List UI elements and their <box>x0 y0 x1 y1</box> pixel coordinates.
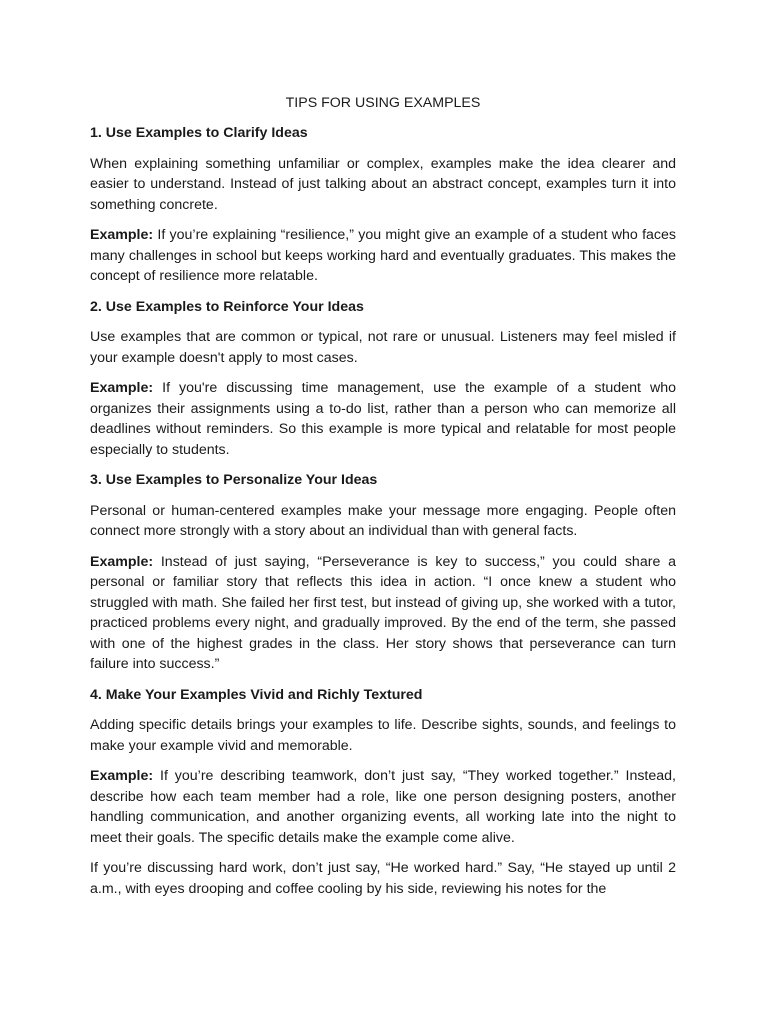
section-heading-4: 4. Make Your Examples Vivid and Richly Textured <box>90 686 423 703</box>
section-heading-1: 1. Use Examples to Clarify Ideas <box>90 125 308 141</box>
example-label: Example: <box>90 768 154 784</box>
section-body-2: Use examples that are common or typical, not rare or unusual. Listeners may feel misled if your example doesn't apply to most cases. <box>90 329 676 366</box>
example-label: Example: <box>90 553 154 570</box>
example-text: Instead of just saying, “Perseverance is key to success,” you could share a personal or familiar story that reflects this idea in action. “I once knew a student who struggled with math. She failed her first test, but instead of giving up, she worked with a tutor, practiced problems every night, and gradually improved. By the end of the term, she passed with one of the highest grades in the class. Her story shows that perseverance can turn failure into success.” <box>90 553 676 672</box>
section-example-3 <box>90 552 676 675</box>
section-extra-4: If you’re discussing hard work, don’t just say, “He worked hard.” Say, “He stayed up until 2 a.m., with eyes drooping and coffee cooling by his side, reviewing his notes for the <box>90 860 676 897</box>
example-label: Example: <box>90 227 154 243</box>
example-text: If you're discussing time management, use the example of a student who organizes their assignments using a to-do list, rather than a person who can memorize all deadlines without reminders. So this example is more typical and relatable for most people especially to students. <box>90 380 676 458</box>
example-label: Example: <box>90 380 154 396</box>
section-example-2 <box>90 378 676 460</box>
document-title: TIPS FOR USING EXAMPLES <box>285 95 481 111</box>
section-body-4: Adding specific details brings your examples to life. Describe sights, sounds, and feelings to make your example vivid and memorable. <box>90 717 676 754</box>
document-page <box>90 93 676 909</box>
section-example-1 <box>90 225 676 287</box>
section-body-1: When explaining something unfamiliar or complex, examples make the idea clearer and easier to understand. Instead of just talking about an abstract concept, examples turn it into something concrete. <box>90 155 676 213</box>
section-example-4 <box>90 766 676 848</box>
section-heading-2: 2. Use Examples to Reinforce Your Ideas <box>90 298 364 315</box>
section-heading-3: 3. Use Examples to Personalize Your Ideas <box>90 472 378 488</box>
example-text: If you’re explaining “resilience,” you might give an example of a student who faces many challenges in school but keeps working hard and eventually graduates. This makes the concept of resilience more relatable. <box>90 227 676 284</box>
example-text: If you’re describing teamwork, don’t just say, “They worked together.” Instead, describe how each team member had a role, like one person designing posters, another handling communication, and another organizing events, all working late into the night to meet their goals. The specific details make the example come alive. <box>90 768 676 846</box>
section-body-3: Personal or human-centered examples make your message more engaging. People often connect more strongly with a story about an individual than with general facts. <box>90 502 676 539</box>
